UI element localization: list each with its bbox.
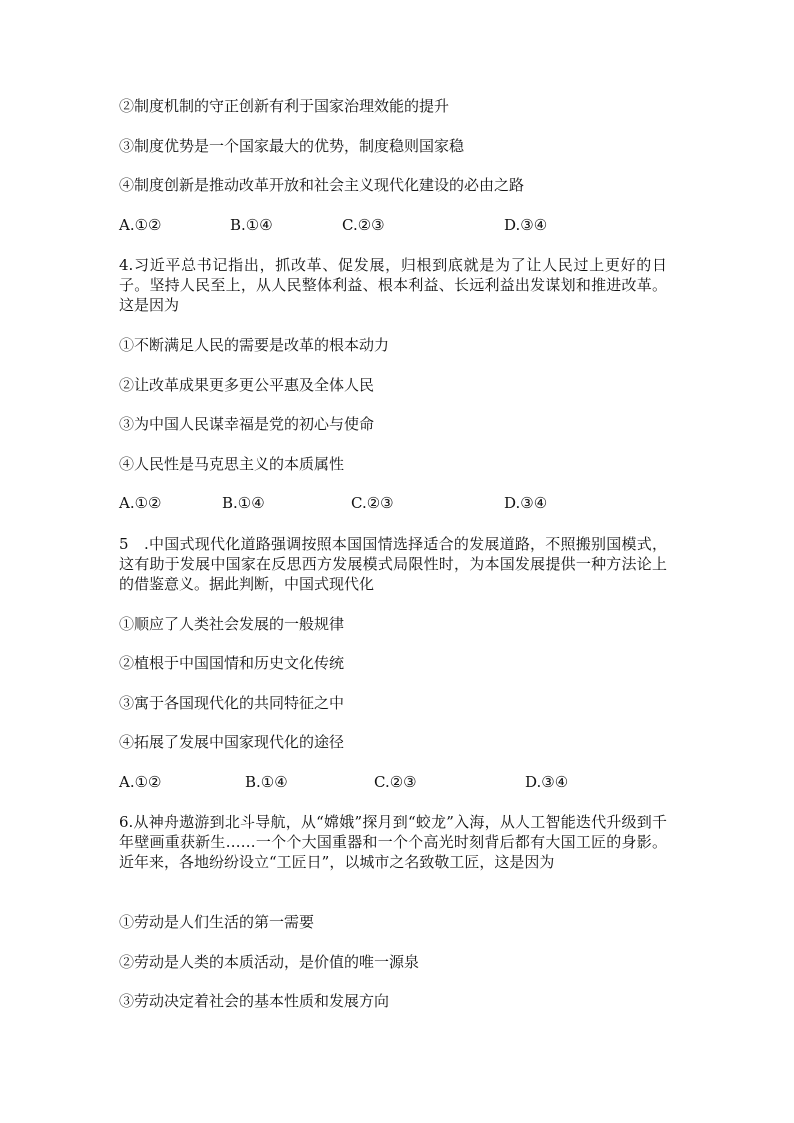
q4-option-2: ②让改革成果更多更公平惠及全体人民 <box>119 376 375 394</box>
q3-option-3: ③制度优势是一个国家最大的优势，制度稳则国家稳 <box>119 137 465 155</box>
q3-option-4: ④制度创新是推动改革开放和社会主义现代化建设的必由之路 <box>119 176 525 194</box>
q5-option-1: ①顺应了人类社会发展的一般规律 <box>119 615 345 633</box>
q3-option-2: ②制度机制的守正创新有利于国家治理效能的提升 <box>119 97 450 115</box>
q4-option-1: ①不断满足人民的需要是改革的根本动力 <box>119 336 390 354</box>
q3-choice-a: A.①② <box>119 216 162 234</box>
q4-stem: 4.习近平总书记指出，抓改革、促发展，归根到底就是为了让人民过上更好的日子。坚持人民至上，从人民整体利益、根本利益、长远利益出发谋划和推进改革。这是因为 <box>119 256 667 314</box>
q4-option-4: ④人民性是马克思主义的本质属性 <box>119 455 345 473</box>
q6-option-3: ③劳动决定着社会的基本性质和发展方向 <box>119 992 390 1010</box>
q5-choice-b: B.①④ <box>245 773 288 791</box>
q4-choice-a: A.①② <box>119 494 162 512</box>
q4-option-3: ③为中国人民谋幸福是党的初心与使命 <box>119 415 375 433</box>
q5-choice-d: D.③④ <box>525 773 569 791</box>
q5-choice-c: C.②③ <box>374 773 417 791</box>
q5-stem: 5 .中国式现代化道路强调按照本国国情选择适合的发展道路，不照搬别国模式，这有助于发展中国家在反思西方发展模式局限性时，为本国发展提供一种方法论上的借鉴意义。据此判断，中国式现代化 <box>119 535 667 593</box>
q4-choice-b: B.①④ <box>222 494 265 512</box>
q3-choice-b: B.①④ <box>230 216 273 234</box>
q4-choice-d: D.③④ <box>504 494 548 512</box>
q4-choice-c: C.②③ <box>351 494 394 512</box>
q6-option-1: ①劳动是人们生活的第一需要 <box>119 913 315 931</box>
q5-option-4: ④拓展了发展中国家现代化的途径 <box>119 733 345 751</box>
q5-option-3: ③寓于各国现代化的共同特征之中 <box>119 694 345 712</box>
q6-option-2: ②劳动是人类的本质活动，是价值的唯一源泉 <box>119 953 420 971</box>
q3-choice-d: D.③④ <box>504 216 548 234</box>
q3-choice-c: C.②③ <box>342 216 385 234</box>
q5-option-2: ②植根于中国国情和历史文化传统 <box>119 654 345 672</box>
q5-choice-a: A.①② <box>119 773 162 791</box>
q6-stem: 6.从神舟遨游到北斗导航，从“嫦娥”探月到“蛟龙”入海，从人工智能迭代升级到千年壁画重获新生……一个个大国重器和一个个高光时刻背后都有大国工匠的身影。近年来，各地纷纷设立“工匠日”，以城市之名致敬工匠，这是因为 <box>119 813 667 871</box>
